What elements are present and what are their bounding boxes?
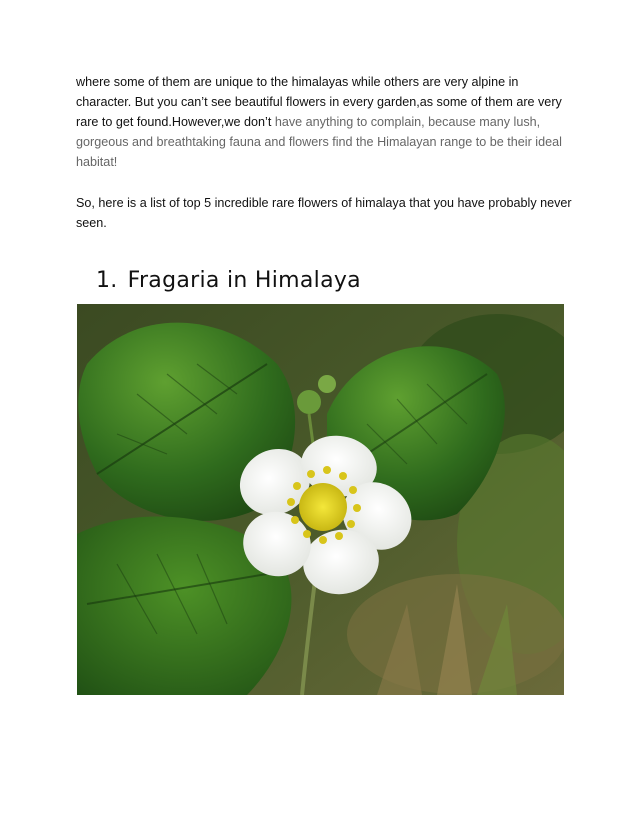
- list-intro-paragraph: So, here is a list of top 5 incredible rare flowers of himalaya that you have probably never seen.: [76, 196, 572, 230]
- section-heading: [96, 268, 361, 293]
- intro-text-muted: have anything to complain, because many lush, gorgeous and breathtaking fauna and flowers find the Himalayan range to be their ideal habitat!: [76, 115, 562, 169]
- fragaria-flower-photo: [77, 304, 564, 695]
- section-title: Fragaria in Himalaya: [127, 268, 361, 293]
- intro-text-main: where some of them are unique to the himalayas while others are very alpine in character. But you can’t see beautiful flowers in every garden,as some of them are very rare to get found.However,we don’t: [76, 75, 562, 129]
- intro-paragraph: [76, 72, 576, 172]
- section-number: 1.: [96, 268, 118, 293]
